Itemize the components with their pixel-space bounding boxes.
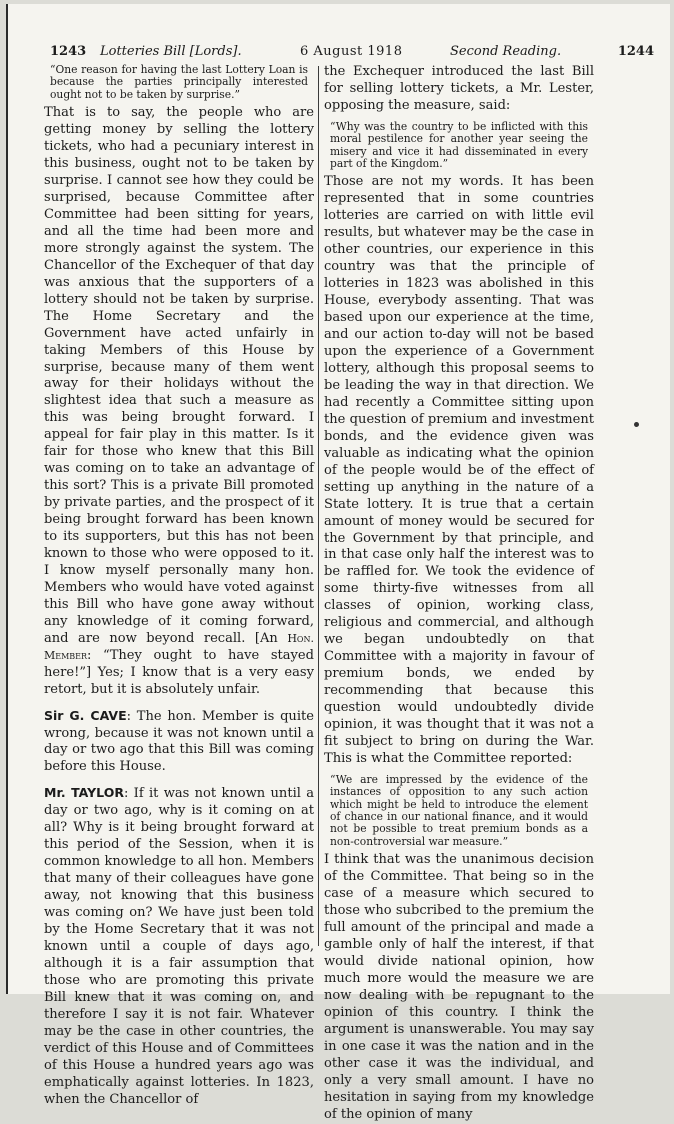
paragraph: I think that was the unanimous decision of the Committee. That being so in the case of a measure which secured to those who subcribed to the premium the full amount of the principal and made a gamble only of half the interest, if that would divide national opinion, how much more would the measure we are now dealing with be repugnant to the opinion of this country. I think the argument is unanswerable. You may say in one case it was the nation and in the other case it was the individual, and only a very small amount. I have no hesitation in saying from my knowledge of the opinion of many — [324, 852, 594, 1122]
quotation: “Why was the country to be inflicted with this moral pestilence for another year seeing the misery and vice it had disseminated in every part of the Kingdom.” — [330, 119, 588, 171]
speech — [44, 708, 314, 777]
paragraph — [44, 105, 314, 698]
interjection-text: : “They ought to have stayed here!”] — [44, 647, 314, 680]
quotation: “One reason for having the last Lottery Loan is because the parties principally interested ought not to be taken by surprise.” — [50, 63, 308, 101]
interjection-speaker: Hon. Member — [44, 631, 314, 662]
margin-mark — [634, 422, 639, 427]
paragraph-text: Yes; I know that is a very easy retort, but it is absolutely unfair. — [44, 664, 314, 697]
interjection-open: [An — [254, 630, 288, 646]
right-column-number: 1244 — [617, 44, 654, 59]
bill-title: Lotteries Bill [Lords]. — [100, 44, 242, 59]
paragraph-text: That is to say, the people who are getting money by selling the lottery tickets, who had a pecuniary interest in this business, ought not to be taken by surprise. I cannot see how they could be surprised, because Committee after Committee had been sitting for years, and all the time had been more and more strongly against the system. The Chancellor of the Exchequer of that day was anxious that the supporters of a lottery should not be taken by surprise. The Home Secretary and the Government have acted unfairly in taking Members of this House by surprise, because many of them went away for their holidays without the slightest idea that such a measure as this was being brought forward. I appeal for fair play in this matter. Is it fair for those who knew that this Bill was coming on to take an advantage of this sort? This is a private Bill promoted by private parties, and the prospect of it being brought forward has been known to its supporters, but this has not been known to those who were opposed to it. I know myself personally many hon. Members who would have voted against this Bill who have gone away without any knowledge of it coming forward, and are now beyond recall. — [44, 105, 314, 646]
speaker-name: Mr. TAYLOR — [44, 785, 124, 801]
column-divider — [318, 66, 319, 946]
paragraph: Those are not my words. It has been represented that in some countries lotteries are carried on with little evil results, but whatever may be the case in other countries, our experience in this country was that the principle of lotteries in 1823 was abolished in this House, everybody assenting. That was based upon our experience at the time, and our action to-day will not be based upon the experience of a Government lottery, although this proposal seems to be leading the way in that direction. We had recently a Committee sitting upon the question of premium and investment bonds, and the evidence given was valuable as indicating what the opinion of the people would be of the effect of setting up anything in the nature of a State lottery. It is true that a certain amount of money would be secured for the Government by that principle, and in that case only half the interest was to be raffled for. We took the evidence of some thirty-five witnesses from all classes of opinion, working class, religious and commercial, and although we began undoubtedly on that Committee with a majority in favour of premium bonds, we ended by recommending that because this question would undoubtedly divide opinion, it was thought that it was not a fit subject to bring on during the War. This is what the Committee reported: — [324, 174, 594, 766]
left-column — [44, 64, 314, 1109]
speaker-name: Sir G. CAVE — [44, 707, 127, 723]
reading-stage: Second Reading. — [450, 44, 562, 59]
quotation: “We are impressed by the evidence of the instances of opposition to any such action which might be held to introduce the element of chance in our national finance, and it would not be possible to treat premium bonds as a non-controversial war measure.” — [330, 772, 588, 848]
left-column-number: 1243 — [50, 44, 87, 59]
speech-text: : If it was not known until a day or two ago, why is it coming on at all? Why is it being brought forward at this period of the Session, when it is common knowledge to all hon. Members that many of their colleagues have gone away, not knowing that this business was coming on? We have just been told by the Home Secretary that it was not known until a couple of days ago, although it is a fair assumption that those who are promoting this private Bill knew that it was coming on, and therefore I say it is not fair. Whatever may be the case in other countries, the verdict of this House and of Committees of this House a hundred years ago was emphatically against lotteries. In 1823, when the Chancellor of — [44, 786, 315, 1107]
paragraph: the Exchequer introduced the last Bill for selling lottery tickets, a Mr. Lester, opposing the measure, said: — [324, 64, 594, 113]
speech-text: : The hon. Member is quite wrong, because it was not known until a day or two ago that this Bill was coming before this House. — [44, 708, 314, 775]
speech — [44, 785, 314, 1108]
sitting-date: 6 August 1918 — [300, 44, 403, 59]
right-column — [324, 64, 594, 1124]
